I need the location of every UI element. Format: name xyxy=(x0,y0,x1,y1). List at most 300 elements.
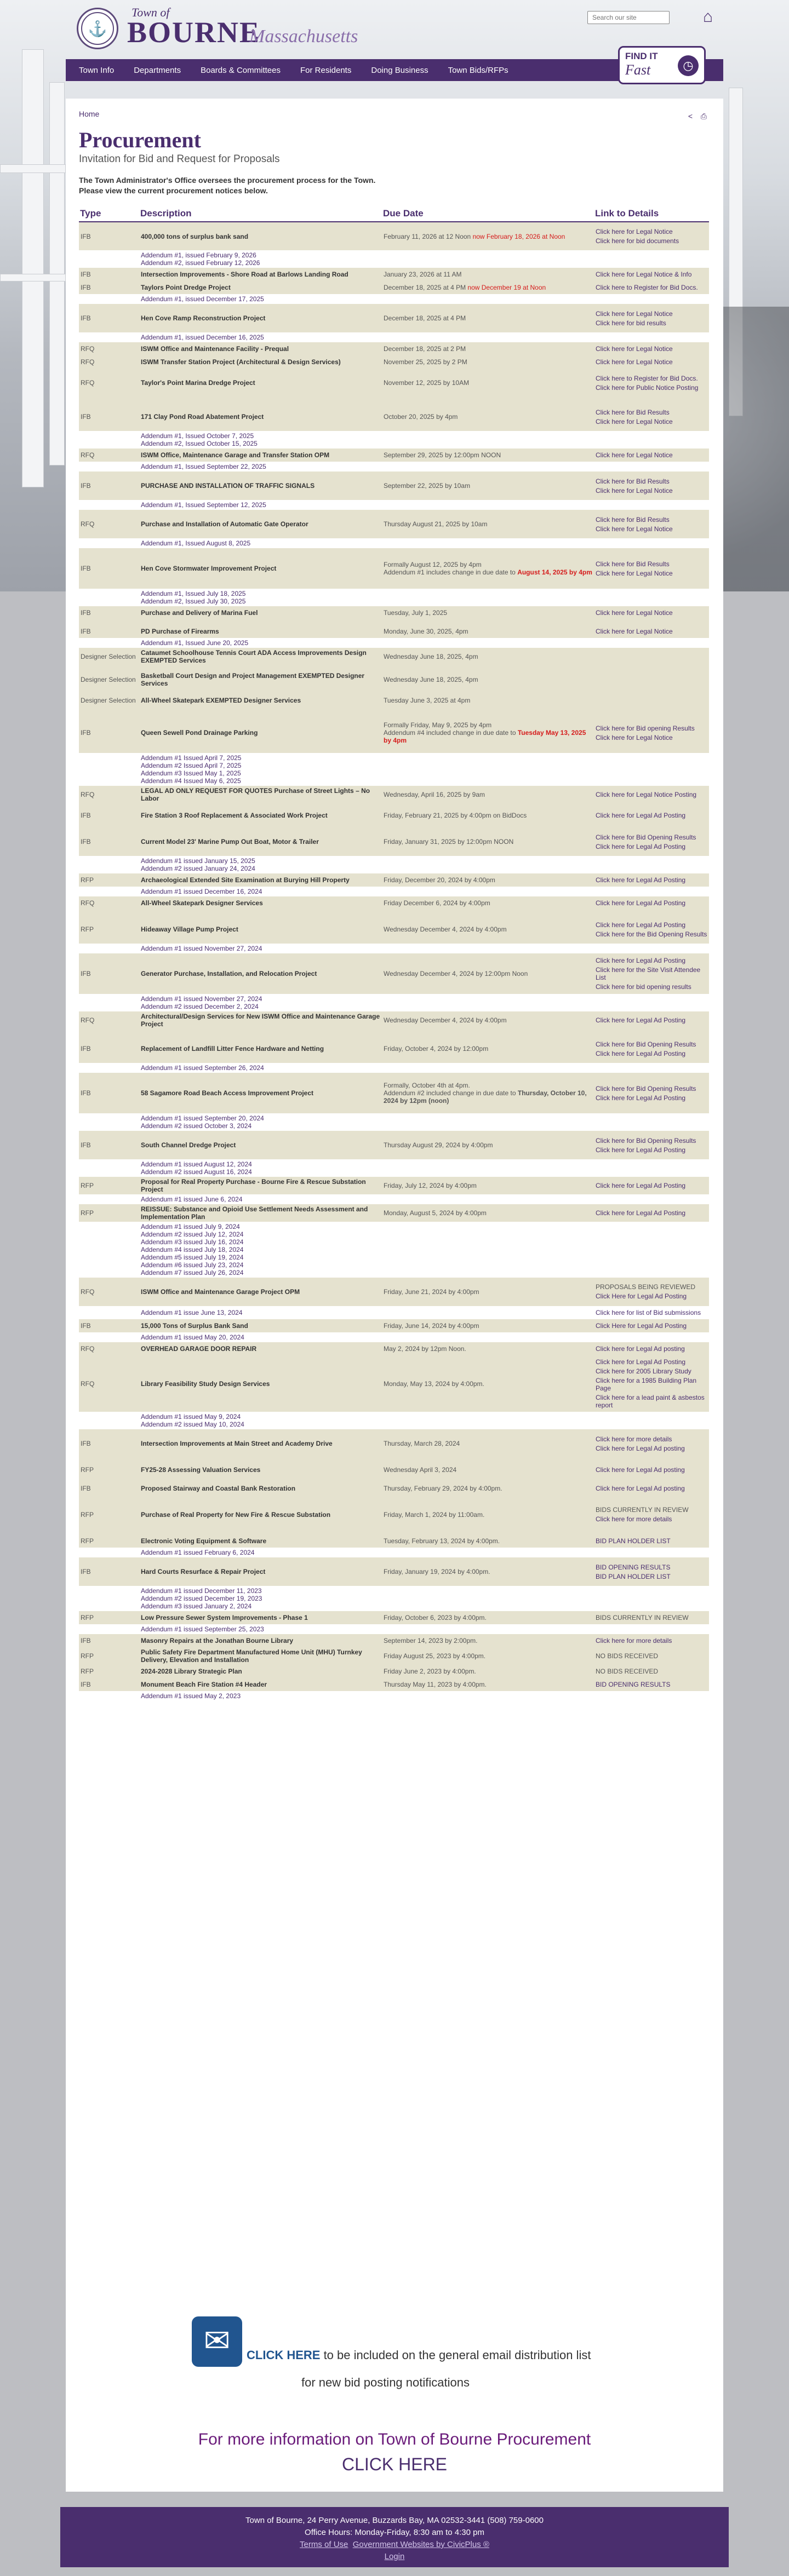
email-signup-subtext: for new bid posting notifications xyxy=(301,2376,470,2389)
email-signup xyxy=(66,2316,723,2415)
due-date-text: Addendum #2 included change in due date to xyxy=(384,1089,518,1097)
detail-link[interactable]: Click here for Bid Opening Results xyxy=(596,833,696,841)
due-date-text: Friday August 25, 2023 by 4:00pm. xyxy=(384,1652,486,1660)
procurement-type: RFQ xyxy=(79,510,139,538)
procurement-description: PURCHASE AND INSTALLATION OF TRAFFIC SIGNALS xyxy=(139,472,382,500)
due-date-text: Wednesday June 18, 2025, 4pm xyxy=(384,653,478,660)
procurement-type: RFQ xyxy=(79,369,139,397)
search-input[interactable] xyxy=(587,11,670,24)
detail-link[interactable]: Click here for Legal Ad Posting xyxy=(596,921,686,929)
procurement-description: Purchase and Delivery of Marina Fuel xyxy=(139,606,382,619)
due-date xyxy=(382,1557,594,1586)
detail-link[interactable]: Click here for Legal Notice Posting xyxy=(596,791,697,798)
procurement-type: RFQ xyxy=(79,1011,139,1029)
procurement-description: South Channel Dredge Project xyxy=(139,1131,382,1159)
procurement-type: IFB xyxy=(79,268,139,281)
column-header-link: Link to Details xyxy=(594,206,709,222)
detail-link[interactable]: Click here for Legal Ad Posting xyxy=(596,1049,686,1057)
login-link[interactable]: Login xyxy=(384,2552,405,2561)
procurement-description: Basketball Court Design and Project Management EXEMPTED Designer Services xyxy=(139,671,382,688)
addendum-row xyxy=(79,431,709,449)
addendum-link[interactable]: Addendum #1, Issued July 18, 2025 xyxy=(141,590,246,597)
addendum-link[interactable]: Addendum #1 issued August 12, 2024 xyxy=(141,1160,252,1168)
procurement-type: RFQ xyxy=(79,786,139,803)
table-row xyxy=(79,648,709,665)
table-row xyxy=(79,222,709,250)
detail-links xyxy=(594,648,709,665)
detail-link[interactable]: Click here for bid opening results xyxy=(596,983,691,991)
detail-link[interactable]: BID OPENING RESULTS xyxy=(596,1681,671,1688)
table-spacer-row xyxy=(79,707,709,712)
status-text: BIDS CURRENTLY IN REVIEW xyxy=(596,1614,689,1622)
addendum-link[interactable]: Addendum #2, Issued July 30, 2025 xyxy=(141,597,246,605)
procurement-type: IFB xyxy=(79,222,139,250)
due-date xyxy=(382,1665,594,1678)
detail-link[interactable]: Click here for Legal Notice xyxy=(596,569,673,577)
detail-link[interactable]: Click here for more details xyxy=(596,1435,672,1443)
addendum-link[interactable]: Addendum #6 issued July 23, 2024 xyxy=(141,1261,244,1269)
state-name-text: Massachusetts xyxy=(249,26,358,47)
due-date xyxy=(382,786,594,803)
due-date-text: Tuesday June 3, 2025 at 4pm xyxy=(384,697,471,704)
addendum-link[interactable]: Addendum #1 issued May 20, 2024 xyxy=(141,1333,244,1341)
detail-links xyxy=(594,1634,709,1647)
procurement-description: Cataumet Schoolhouse Tennis Court ADA Access Improvements Design EXEMPTED Services xyxy=(139,648,382,665)
addendum-link[interactable]: Addendum #2, issued February 12, 2026 xyxy=(141,259,260,267)
addendum-link[interactable]: Addendum #2, Issued October 15, 2025 xyxy=(141,440,258,447)
detail-links xyxy=(594,625,709,638)
procurement-description: Library Feasibility Study Design Services xyxy=(139,1355,382,1412)
detail-links xyxy=(594,1665,709,1678)
due-date-text: Wednesday December 4, 2024 by 12:00pm Noon xyxy=(384,970,528,978)
due-date-text: Friday, March 1, 2024 by 11:00am. xyxy=(384,1511,485,1519)
procurement-description: FY25-28 Assessing Valuation Services xyxy=(139,1463,382,1476)
detail-link[interactable]: BID PLAN HOLDER LIST xyxy=(596,1572,671,1580)
table-row xyxy=(79,1034,709,1063)
detail-link[interactable]: Click here for Legal Ad posting xyxy=(596,1466,685,1474)
addendum-link[interactable]: Addendum #1, Issued June 20, 2025 xyxy=(141,639,249,647)
due-date-text: September 14, 2023 by 2:00pm. xyxy=(384,1637,478,1645)
detail-links xyxy=(594,281,709,294)
detail-link[interactable]: Click here to Register for Bid Docs. xyxy=(596,374,698,382)
due-date-text: Friday, October 6, 2023 by 4:00pm. xyxy=(384,1614,487,1622)
procurement-type: IFB xyxy=(79,472,139,500)
addendum-link[interactable]: Addendum #5 issued July 19, 2024 xyxy=(141,1254,244,1261)
table-row xyxy=(79,1429,709,1458)
addendum-row xyxy=(79,1586,709,1611)
detail-link[interactable]: Click here for more details xyxy=(596,1515,672,1523)
procurement-description: 58 Sagamore Road Beach Access Improvement Project xyxy=(139,1073,382,1113)
detail-link[interactable]: Click here for more details xyxy=(596,1637,672,1645)
detail-link[interactable]: Click here for Public Notice Posting xyxy=(596,383,699,392)
addendum-link[interactable]: Addendum #1 issued December 11, 2023 xyxy=(141,1587,262,1595)
detail-link[interactable]: Click here for Legal Ad Posting xyxy=(596,899,686,907)
detail-link[interactable]: Click Here for Legal Ad Posting xyxy=(596,1322,687,1330)
detail-link[interactable]: Click here for Legal Ad Posting xyxy=(596,1358,686,1366)
due-date-text: Thursday, October 10, 2024 by 12pm (noon) xyxy=(384,1089,587,1105)
due-date xyxy=(382,1278,594,1306)
addendum-link[interactable]: Addendum #1 issued September 20, 2024 xyxy=(141,1114,264,1122)
addendum-row xyxy=(79,994,709,1011)
column-header-due-date: Due Date xyxy=(382,206,594,222)
addendum-link[interactable]: Addendum #1, Issued September 12, 2025 xyxy=(141,501,266,509)
table-spacer-row xyxy=(79,688,709,694)
detail-links xyxy=(594,786,709,803)
addendum-link[interactable]: Addendum #1, Issued August 8, 2025 xyxy=(141,539,251,547)
addendum-link[interactable]: Addendum #1, Issued October 7, 2025 xyxy=(141,432,254,440)
procurement-description: Queen Sewell Pond Drainage Parking xyxy=(139,712,382,753)
addendum-link[interactable]: Addendum #2 issued December 19, 2023 xyxy=(141,1595,262,1602)
detail-links xyxy=(594,873,709,887)
addendum-link[interactable]: Addendum #1 issued January 15, 2025 xyxy=(141,857,255,865)
detail-link[interactable]: Click here for Legal Ad Posting xyxy=(596,1094,686,1102)
nav-boards-committees[interactable]: Boards & Committees xyxy=(201,65,281,75)
detail-links xyxy=(594,671,709,688)
procurement-description: Current Model 23' Marine Pump Out Boat, Motor & Trailer xyxy=(139,827,382,856)
email-icon[interactable]: ✉ xyxy=(192,2316,242,2367)
table-row xyxy=(79,809,709,822)
addendum-row xyxy=(79,1306,709,1319)
nav-town-info[interactable]: Town Info xyxy=(79,65,115,75)
table-row xyxy=(79,281,709,294)
procurement-type: IFB xyxy=(79,1678,139,1691)
detail-links xyxy=(594,1204,709,1222)
addendum-link[interactable]: Addendum #7 issued July 26, 2024 xyxy=(141,1269,244,1277)
table-row xyxy=(79,671,709,688)
procurement-description: OVERHEAD GARAGE DOOR REPAIR xyxy=(139,1342,382,1355)
due-date-text: Friday, January 31, 2025 by 12:00pm NOON xyxy=(384,838,514,846)
due-date xyxy=(382,1011,594,1029)
addendum-link[interactable]: Addendum #1 issued December 16, 2024 xyxy=(141,888,262,895)
due-date xyxy=(382,304,594,332)
addendum-row xyxy=(79,332,709,342)
due-date-text: Wednesday June 18, 2025, 4pm xyxy=(384,676,478,683)
detail-link[interactable]: Click here for Legal Notice xyxy=(596,609,673,617)
procurement-description: 171 Clay Pond Road Abatement Project xyxy=(139,403,382,431)
addendum-link[interactable]: Addendum #1, issued December 16, 2025 xyxy=(141,334,264,341)
procurement-description: Architectural/Design Services for New ISWM Office and Maintenance Garage Project xyxy=(139,1011,382,1029)
detail-links xyxy=(594,1011,709,1029)
addendum-link[interactable]: Addendum #3 Issued May 1, 2025 xyxy=(141,769,241,777)
table-row xyxy=(79,1319,709,1332)
detail-links xyxy=(594,222,709,250)
table-spacer-row xyxy=(79,910,709,915)
table-row xyxy=(79,694,709,707)
due-date xyxy=(382,355,594,369)
addendum-link[interactable]: Addendum #1, issued December 17, 2025 xyxy=(141,295,264,303)
procurement-type: IFB xyxy=(79,953,139,994)
detail-link[interactable]: Click here for Bid opening Results xyxy=(596,724,695,732)
procurement-description: Generator Purchase, Installation, and Relocation Project xyxy=(139,953,382,994)
table-row xyxy=(79,1500,709,1529)
due-date-text: Addendum #4 included change in due date to xyxy=(384,729,518,737)
detail-link[interactable]: Click here for Legal Notice xyxy=(596,309,673,318)
addendum-link[interactable]: Addendum #1, Issued September 22, 2025 xyxy=(141,463,266,470)
addendum-row xyxy=(79,589,709,606)
procurement-type: RFP xyxy=(79,1177,139,1194)
addendum-link[interactable]: Addendum #1 Issued April 7, 2025 xyxy=(141,754,242,762)
table-spacer-row xyxy=(79,397,709,403)
addendum-link[interactable]: Addendum #1 issue June 13, 2024 xyxy=(141,1309,243,1316)
detail-link[interactable]: Click here for Legal Notice xyxy=(596,228,673,235)
detail-links xyxy=(594,827,709,856)
due-date xyxy=(382,403,594,431)
addendum-link[interactable]: Addendum #2 issued July 12, 2024 xyxy=(141,1231,244,1238)
table-row xyxy=(79,1278,709,1306)
detail-link[interactable]: Click here for Legal Ad posting xyxy=(596,1485,685,1492)
table-row xyxy=(79,403,709,431)
addendum-link[interactable]: Addendum #3 issued January 2, 2024 xyxy=(141,1602,252,1610)
procurement-type: IFB xyxy=(79,1131,139,1159)
detail-link[interactable]: Click here for Legal Notice & Info xyxy=(596,271,692,278)
detail-link[interactable]: Click here for bid results xyxy=(596,319,666,327)
addendum-link[interactable]: Addendum #1 issued February 6, 2024 xyxy=(141,1549,255,1556)
due-date-text: September 22, 2025 by 10am xyxy=(384,482,471,490)
detail-link[interactable]: Click here for Bid Opening Results xyxy=(596,1136,696,1145)
click-here-link[interactable]: CLICK HERE xyxy=(341,2454,448,2474)
status-text: BIDS CURRENTLY IN REVIEW xyxy=(596,1506,689,1514)
procurement-description: Proposal for Real Property Purchase - Bourne Fire & Rescue Substation Project xyxy=(139,1177,382,1194)
procurement-type: Designer Selection xyxy=(79,694,139,707)
addendum-link[interactable]: Addendum #2 issued August 16, 2024 xyxy=(141,1168,252,1176)
detail-link[interactable]: Click here for Legal Ad Posting xyxy=(596,1146,686,1154)
table-row xyxy=(79,369,709,397)
find-it-fast-button[interactable] xyxy=(618,46,706,84)
detail-link[interactable]: Click here for Legal Notice xyxy=(596,486,673,495)
addendum-link[interactable]: Addendum #1 issued September 26, 2024 xyxy=(141,1064,264,1072)
due-date-text: Tuesday, July 1, 2025 xyxy=(384,609,448,617)
email-signup-text xyxy=(247,2348,591,2362)
due-date-text: Formally August 12, 2025 by 4pm xyxy=(384,561,482,568)
detail-links xyxy=(594,694,709,707)
status-text: NO BIDS RECEIVED xyxy=(596,1668,659,1675)
procurement-description: Taylor's Point Marina Dredge Project xyxy=(139,369,382,397)
nav-doing-business[interactable]: Doing Business xyxy=(371,65,428,75)
detail-link[interactable]: Click here for Bid Results xyxy=(596,408,670,416)
table-row xyxy=(79,1131,709,1159)
procurement-type: RFP xyxy=(79,915,139,944)
addendum-link[interactable]: Addendum #2 issued December 2, 2024 xyxy=(141,1003,259,1010)
intro-text: Please view the current procurement notices below. xyxy=(79,186,268,195)
detail-link[interactable]: Click here for Legal Ad posting xyxy=(596,1345,685,1353)
email-signup-link[interactable]: CLICK HERE xyxy=(247,2348,321,2362)
table-row xyxy=(79,1463,709,1476)
detail-links xyxy=(594,1534,709,1548)
terms-link[interactable]: Terms of Use xyxy=(300,2540,348,2549)
footer-hours: Office Hours: Monday-Friday, 8:30 am to 4:30 pm xyxy=(305,2528,484,2537)
procurement-description: Hard Courts Resurface & Repair Project xyxy=(139,1557,382,1586)
table-row xyxy=(79,827,709,856)
due-date-text: Friday, January 19, 2024 by 4:00pm. xyxy=(384,1568,490,1576)
detail-links xyxy=(594,1355,709,1412)
detail-link[interactable]: Click here for Bid Results xyxy=(596,560,670,568)
detail-link[interactable]: Click here for Legal Notice xyxy=(596,358,673,366)
civicplus-link[interactable]: Government Websites by CivicPlus ® xyxy=(352,2540,489,2549)
addendum-link[interactable]: Addendum #1 issued November 27, 2024 xyxy=(141,995,262,1003)
table-row xyxy=(79,1355,709,1412)
due-date xyxy=(382,625,594,638)
addendum-link[interactable]: Addendum #1, issued February 9, 2026 xyxy=(141,251,256,259)
due-date-text: December 18, 2025 at 4 PM xyxy=(384,284,468,291)
addendum-row xyxy=(79,1332,709,1342)
clock-icon: ◷ xyxy=(678,55,699,76)
due-date-text: now February 18, 2026 at Noon xyxy=(472,232,565,240)
procurement-type: IFB xyxy=(79,548,139,589)
detail-link[interactable]: BID PLAN HOLDER LIST xyxy=(596,1537,671,1545)
due-date xyxy=(382,1678,594,1691)
due-date-text: Thursday, February 29, 2024 by 4:00pm. xyxy=(384,1485,502,1492)
detail-link[interactable]: Click here for Legal Notice xyxy=(596,417,673,426)
addendum-link[interactable]: Addendum #1 issued May 9, 2024 xyxy=(141,1413,241,1421)
addendum-link[interactable]: Addendum #1 issued July 9, 2024 xyxy=(141,1223,240,1231)
procurement-description: Hen Cove Stormwater Improvement Project xyxy=(139,548,382,589)
detail-links xyxy=(594,548,709,589)
share-icon[interactable]: < xyxy=(688,112,693,120)
procurement-type: RFQ xyxy=(79,342,139,355)
detail-link[interactable]: Click here for Legal Ad Posting xyxy=(596,1016,686,1024)
detail-link[interactable]: Click here for Legal Notice xyxy=(596,628,673,635)
addendum-row xyxy=(79,1548,709,1557)
detail-links xyxy=(594,449,709,462)
due-date-text: Friday, June 21, 2024 by 4:00pm xyxy=(384,1288,479,1296)
detail-link[interactable]: Click here for Legal Ad Posting xyxy=(596,876,686,884)
nav-departments[interactable]: Departments xyxy=(134,65,181,75)
print-icon[interactable]: ⎙ xyxy=(700,112,707,120)
due-date xyxy=(382,1429,594,1458)
detail-links xyxy=(594,1500,709,1529)
detail-link[interactable]: Click here for list of Bid submissions xyxy=(596,1309,701,1316)
detail-link[interactable]: Click Here for Legal Ad Posting xyxy=(596,1292,687,1300)
footer-address: Town of Bourne, 24 Perry Avenue, Buzzards Bay, MA 02532-3441 (508) 759-0600 xyxy=(245,2516,544,2525)
procurement-description: Electronic Voting Equipment & Software xyxy=(139,1534,382,1548)
detail-link[interactable]: Click here for Bid Opening Results xyxy=(596,1040,696,1048)
addendum-link[interactable]: Addendum #2 Issued April 7, 2025 xyxy=(141,762,242,769)
procurement-type: RFP xyxy=(79,1500,139,1529)
detail-links xyxy=(594,1678,709,1691)
addendum-link[interactable]: Addendum #1 issued November 27, 2024 xyxy=(141,945,262,952)
detail-link[interactable]: Click here for a lead paint & asbestos report xyxy=(596,1394,705,1409)
addendum-row xyxy=(79,1412,709,1429)
procurement-type: IFB xyxy=(79,1429,139,1458)
detail-link[interactable]: Click here for Legal Notice xyxy=(596,345,673,353)
addendum-link[interactable]: Addendum #2 issued January 24, 2024 xyxy=(141,865,255,872)
table-row xyxy=(79,712,709,753)
detail-link[interactable]: Click here for bid documents xyxy=(596,237,679,245)
email-signup-rest: to be included on the general email distribution list xyxy=(320,2348,591,2362)
procurement-description: ISWM Office and Maintenance Garage Project OPM xyxy=(139,1278,382,1306)
table-row xyxy=(79,896,709,910)
addendum-link[interactable]: Addendum #3 issued July 16, 2024 xyxy=(141,1238,244,1246)
town-name-logo[interactable]: BOURNE xyxy=(127,16,261,49)
due-date-text: Friday, June 14, 2024 by 4:00pm xyxy=(384,1322,479,1330)
procurement-type: IFB xyxy=(79,809,139,822)
procurement-type: IFB xyxy=(79,1634,139,1647)
detail-link[interactable]: Click here for a 1985 Building Plan Page xyxy=(596,1377,697,1392)
procurement-type: IFB xyxy=(79,1482,139,1495)
due-date xyxy=(382,694,594,707)
detail-link[interactable]: Click here for Bid Results xyxy=(596,515,670,524)
detail-link[interactable]: Click here for Legal Ad Posting xyxy=(596,957,686,964)
table-row xyxy=(79,1557,709,1586)
addendum-link[interactable]: Addendum #1 issued May 2, 2023 xyxy=(141,1692,241,1700)
due-date-text: Friday, July 12, 2024 by 4:00pm xyxy=(384,1182,477,1189)
table-row xyxy=(79,1611,709,1624)
detail-links xyxy=(594,896,709,910)
detail-link[interactable]: Click here to Register for Bid Docs. xyxy=(596,284,698,291)
due-date xyxy=(382,827,594,856)
nav-for-residents[interactable]: For Residents xyxy=(300,65,352,75)
detail-link[interactable]: Click here for the Bid Opening Results xyxy=(596,930,707,938)
detail-link[interactable]: Click here for the Site Visit Attendee List xyxy=(596,966,701,981)
detail-link[interactable]: Click here for Legal Notice xyxy=(596,451,673,459)
due-date-text: Formally Friday, May 9, 2025 by 4pm xyxy=(384,721,492,729)
detail-link[interactable]: Click here for 2005 Library Study xyxy=(596,1367,691,1375)
detail-link[interactable]: Click here for Bid Opening Results xyxy=(596,1084,696,1092)
table-row xyxy=(79,449,709,462)
addendum-link[interactable]: Addendum #1 issued September 25, 2023 xyxy=(141,1625,264,1633)
due-date xyxy=(382,1177,594,1194)
addendum-link[interactable]: Addendum #4 issued July 18, 2024 xyxy=(141,1246,244,1254)
table-row xyxy=(79,915,709,944)
table-row xyxy=(79,1204,709,1222)
table-row xyxy=(79,1647,709,1665)
due-date xyxy=(382,1534,594,1548)
addendum-link[interactable]: Addendum #2 issued May 10, 2024 xyxy=(141,1421,244,1428)
due-date xyxy=(382,648,594,665)
addendum-link[interactable]: Addendum #4 Issued May 6, 2025 xyxy=(141,777,241,785)
table-row xyxy=(79,268,709,281)
detail-link[interactable]: Click here for Legal Notice xyxy=(596,525,673,533)
table-spacer-row xyxy=(79,665,709,671)
detail-link[interactable]: Click here for Legal Ad Posting xyxy=(596,1209,686,1217)
due-date xyxy=(382,548,594,589)
addendum-row xyxy=(79,462,709,472)
addendum-link[interactable]: Addendum #2 issued October 3, 2024 xyxy=(141,1122,252,1130)
detail-link[interactable]: Click here for Bid Results xyxy=(596,477,670,485)
addendum-row xyxy=(79,1159,709,1177)
table-row xyxy=(79,510,709,538)
detail-link[interactable]: BID OPENING RESULTS xyxy=(596,1563,671,1571)
detail-link[interactable]: Click here for Legal Notice xyxy=(596,733,673,741)
town-seal-logo[interactable]: ⚓ xyxy=(77,8,118,49)
due-date xyxy=(382,896,594,910)
detail-links xyxy=(594,1611,709,1624)
table-row xyxy=(79,625,709,638)
table-row xyxy=(79,548,709,589)
addendum-row xyxy=(79,1624,709,1634)
due-date xyxy=(382,281,594,294)
procurement-type: IFB xyxy=(79,625,139,638)
home-icon[interactable]: ⌂ xyxy=(702,8,713,26)
detail-link[interactable]: Click here for Legal Ad Posting xyxy=(596,1182,686,1189)
addendum-link[interactable]: Addendum #1 issued June 6, 2024 xyxy=(141,1195,243,1203)
nav-town-bids[interactable]: Town Bids/RFPs xyxy=(448,65,508,75)
detail-links xyxy=(594,472,709,500)
procurement-description: Public Safety Fire Department Manufactured Home Unit (MHU) Turnkey Delivery, Elevation and Installation xyxy=(139,1647,382,1665)
due-date-text: September 29, 2025 by 12:00pm NOON xyxy=(384,451,501,459)
procurement-description: Low Pressure Sewer System Improvements - Phase 1 xyxy=(139,1611,382,1624)
due-date xyxy=(382,222,594,250)
table-row xyxy=(79,355,709,369)
due-date xyxy=(382,1647,594,1665)
due-date xyxy=(382,1342,594,1355)
breadcrumb-home[interactable]: Home xyxy=(79,110,100,118)
detail-link[interactable]: Click here for Legal Ad posting xyxy=(596,1444,685,1452)
detail-link[interactable]: Click here for Legal Ad Posting xyxy=(596,842,686,850)
detail-link[interactable]: Click here for Legal Ad Posting xyxy=(596,812,686,819)
due-date-text: Wednesday April 3, 2024 xyxy=(384,1466,457,1474)
procurement-description: Monument Beach Fire Station #4 Header xyxy=(139,1678,382,1691)
